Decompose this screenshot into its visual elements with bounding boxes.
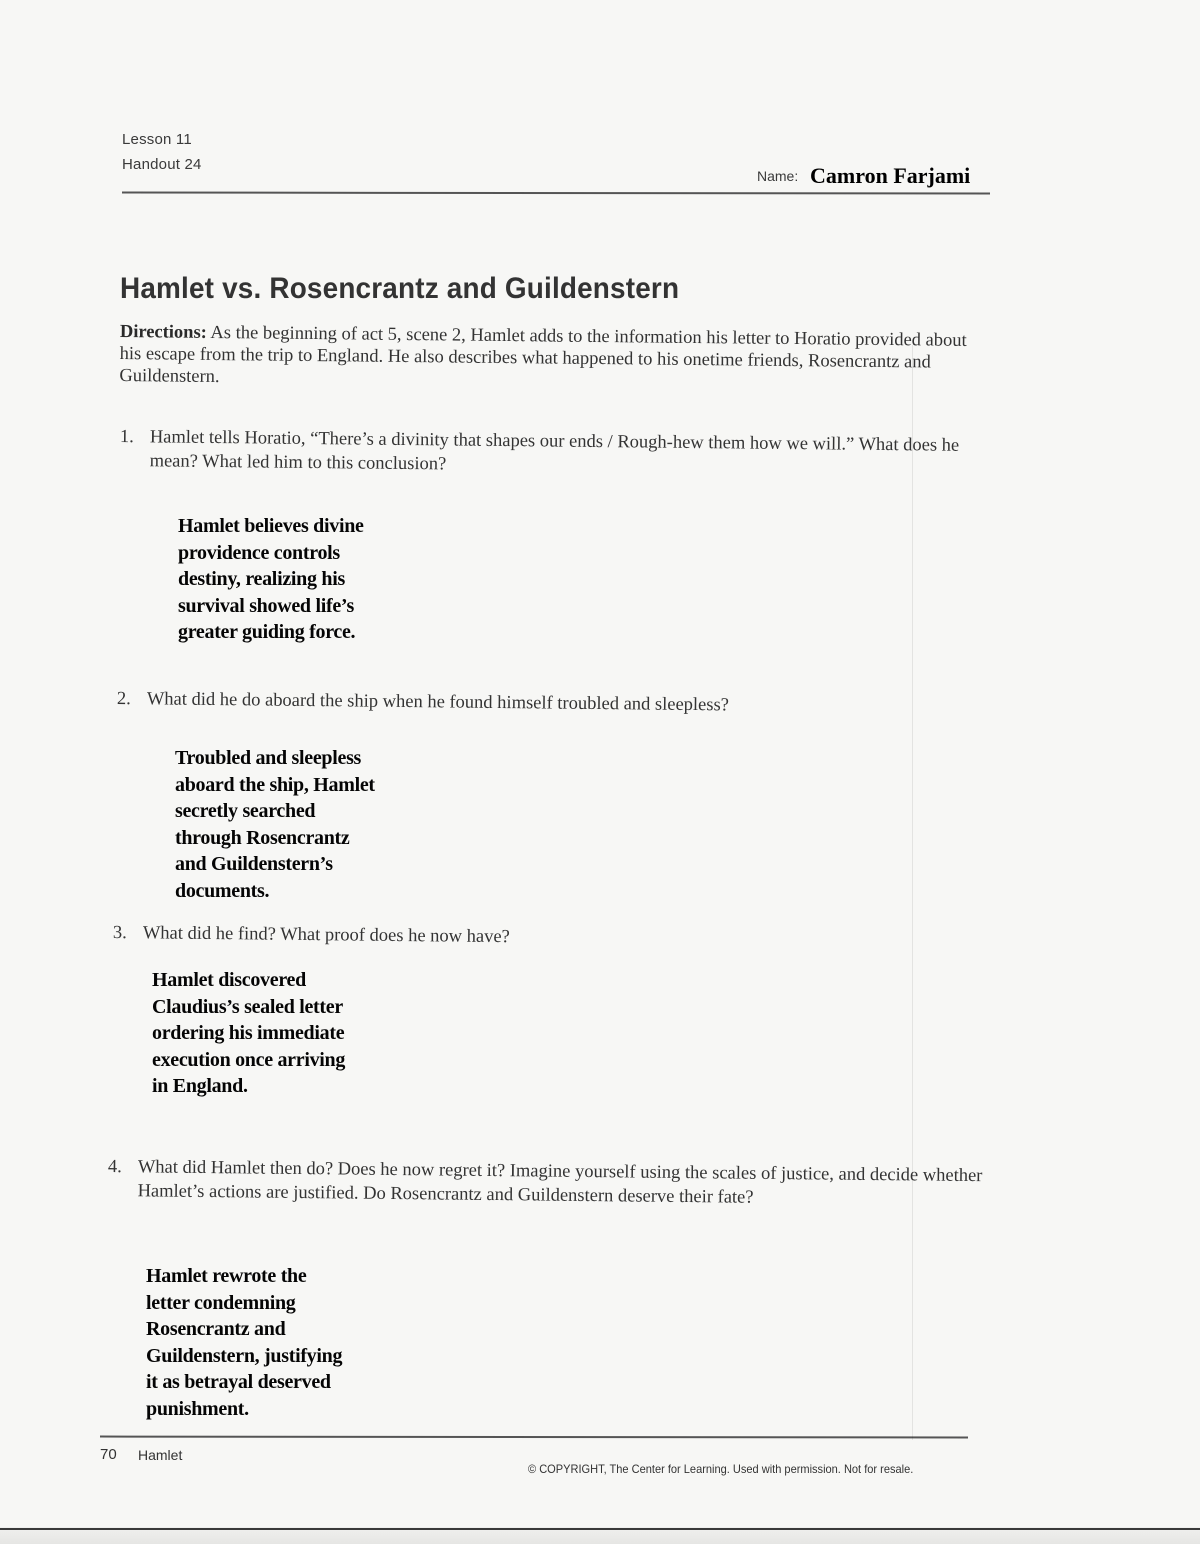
page-number: 70 — [100, 1446, 117, 1463]
directions-label: Directions: — [119, 321, 207, 343]
page-title: Hamlet vs. Rosencrantz and Guildenstern — [120, 272, 680, 305]
question-text: What did he find? What proof does he now have? — [142, 923, 510, 948]
question-number: 4. — [107, 1156, 122, 1178]
question-number: 2. — [116, 688, 131, 710]
answer-4: Hamlet rewrote the letter condemning Rosencrantz and Guildenstern, justifying it as betrayal deserved punishment. — [146, 1265, 343, 1420]
question-text: Hamlet tells Horatio, “There’s a divinity that shapes our ends / Rough-hew them how we will.” What does he mean? What led him to this conclusion? — [149, 427, 960, 475]
book-title: Hamlet — [138, 1447, 183, 1463]
question-text: What did Hamlet then do? Does he now regret it? Imagine yourself using the scales of justice, and decide whether Hamlet’s actions are justified. Do Rosencrantz and Guildenstern deserve their fate? — [137, 1157, 983, 1208]
footer-rule — [100, 1436, 968, 1438]
question-number: 1. — [119, 426, 134, 448]
directions — [119, 321, 990, 396]
answer-2: Troubled and sleepless aboard the ship, Hamlet secretly searched through Rosencrantz and Guildenstern’s documents. — [175, 747, 375, 902]
copyright-notice: © COPYRIGHT, The Center for Learning. Used with permission. Not for resale. — [528, 1462, 914, 1476]
handout-label: Handout 24 — [122, 156, 202, 173]
header-rule — [122, 192, 990, 194]
answer-1: Hamlet believes divine providence controls destiny, realizing his survival showed life’s greater guiding force. — [178, 515, 364, 643]
answer-3: Hamlet discovered Claudius’s sealed letter ordering his immediate execution once arriving in England. — [152, 969, 346, 1097]
directions-text: As the beginning of act 5, scene 2, Hamlet adds to the information his letter to Horatio provided about his escape from the trip to England. He also describes what happened to his onetime friends, Rosencrantz and Guildenstern. — [119, 322, 967, 388]
name-value: Camron Farjami — [810, 163, 971, 188]
scan-fold-mark — [912, 345, 913, 1440]
name-label: Name: — [757, 168, 799, 184]
question-text: What did he do aboard the ship when he found himself troubled and sleepless? — [146, 689, 730, 716]
lesson-label: Lesson 11 — [122, 131, 192, 148]
scan-edge-line — [0, 1528, 1200, 1530]
question-number: 3. — [112, 922, 127, 944]
